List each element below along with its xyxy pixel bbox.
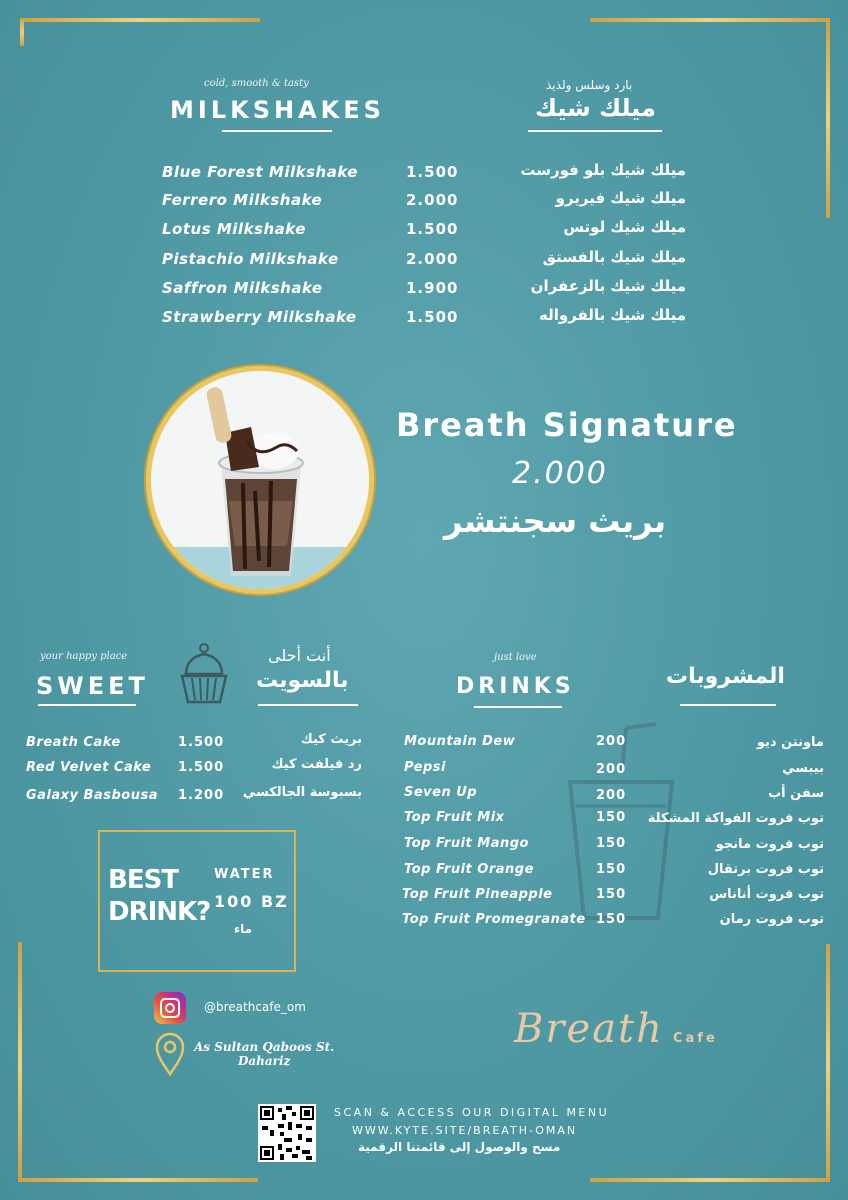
drink-price: 200	[596, 788, 627, 803]
milkshake-price: 1.500	[406, 308, 459, 326]
milkshake-name-ar: ميلك شيك بلو فورست	[520, 161, 686, 179]
milkshake-name: Blue Forest Milkshake	[162, 163, 358, 181]
sweet-price: 1.200	[178, 788, 225, 803]
sweet-name: Red Velvet Cake	[26, 760, 152, 775]
best-drink-item-ar: ماء	[234, 922, 253, 936]
qr-code[interactable]	[258, 1104, 316, 1162]
drink-price: 200	[596, 734, 627, 749]
drink-name: Top Fruit Mango	[404, 836, 529, 851]
sweet-name-ar: بريث كيك	[300, 732, 362, 747]
drink-name: Pepsi	[404, 760, 446, 775]
brand-logo-sub: Cafe	[672, 1031, 718, 1046]
frame-top-left	[20, 18, 260, 22]
frame-bottom-left	[18, 1178, 258, 1182]
drink-name-ar: توب فروت مانجو	[715, 837, 824, 852]
drink-name-ar: بيبسي	[782, 761, 824, 776]
sweet-title-ar: بالسويت	[256, 668, 349, 693]
sweet-price: 1.500	[178, 735, 225, 750]
frame-bottom-right	[590, 1178, 830, 1182]
frame-left-top	[20, 18, 24, 46]
drinks-title: DRINKS	[456, 674, 575, 699]
address	[194, 1040, 334, 1068]
milkshake-name-ar: ميلك شيك فيريرو	[555, 189, 686, 207]
sweet-title: SWEET	[36, 672, 149, 700]
milkshakes-title-ar-underline	[528, 130, 662, 132]
drink-name-ar: ماونتن ديو	[756, 735, 824, 750]
best-drink-line2: DRINK?	[108, 897, 211, 927]
frame-right-bottom	[826, 944, 830, 1182]
milkshake-name: Pistachio Milkshake	[162, 250, 339, 268]
drink-price: 150	[596, 887, 627, 902]
milkshake-price: 2.000	[406, 191, 459, 209]
drink-name: Top Fruit Pineapple	[402, 887, 553, 902]
milkshake-name-ar: ميلك شيك بالفستق	[542, 248, 686, 266]
drink-name: Top Fruit Promegranate	[402, 912, 586, 927]
digital-menu-line1: SCAN & ACCESS OUR DIGITAL MENU	[334, 1106, 610, 1119]
drink-name-ar: سفن أب	[768, 786, 824, 801]
milkshakes-title: MILKSHAKES	[170, 96, 385, 124]
milkshake-name-ar: ميلك شيك بالزعفران	[530, 277, 686, 295]
milkshake-cup-illustration	[151, 371, 369, 589]
drinks-title-ar-underline	[680, 704, 776, 706]
best-drink-item: WATER	[214, 867, 275, 882]
signature-price: 2.000	[512, 456, 608, 491]
drinks-tagline: just love	[494, 652, 537, 663]
sweet-underline	[38, 704, 136, 706]
frame-right-top	[826, 18, 830, 218]
milkshakes-underline	[222, 130, 332, 132]
drink-name-ar: توب فروت برتقال	[707, 862, 824, 877]
drink-price: 150	[596, 862, 627, 877]
best-drink-price: 100 BZ	[214, 892, 289, 911]
milkshake-price: 1.900	[406, 279, 459, 297]
drink-price: 150	[596, 836, 627, 851]
instagram-icon[interactable]	[154, 992, 186, 1024]
signature-title: Breath Signature	[396, 406, 738, 444]
drink-name-ar: توب فروت أناناس	[709, 887, 824, 902]
brand-logo	[514, 1006, 718, 1052]
sweet-price: 1.500	[178, 760, 225, 775]
drink-name-ar: توب فروت الفواكة المشكلة	[647, 811, 824, 826]
signature-title-ar: بريث سجنتشر	[444, 502, 667, 540]
frame-left-bottom	[18, 942, 22, 1182]
milkshake-price: 1.500	[406, 220, 459, 238]
instagram-handle[interactable]: @breathcafe_om	[204, 1000, 306, 1014]
milkshakes-tagline-ar: بارد وسلس ولذيذ	[546, 78, 633, 92]
sweet-name: Breath Cake	[26, 735, 121, 750]
address-line2: Dahariz	[237, 1054, 291, 1068]
milkshake-price: 2.000	[406, 250, 459, 268]
milkshake-name: Ferrero Milkshake	[162, 191, 323, 209]
milkshake-name-ar: ميلك شيك لوتس	[563, 218, 686, 236]
drink-price: 150	[596, 912, 627, 927]
sweet-name-ar: بسبوسة الجالكسي	[242, 785, 362, 800]
milkshake-price: 1.500	[406, 163, 459, 181]
sweet-name: Galaxy Basbousa	[26, 788, 158, 803]
drink-name: Mountain Dew	[404, 734, 516, 749]
drink-name: Top Fruit Mix	[404, 810, 505, 825]
digital-menu-url[interactable]: WWW.KYTE.SITE/BREATH-OMAN	[352, 1124, 578, 1137]
sweet-name-ar: رد فيلفت كيك	[271, 757, 362, 772]
brand-logo-main: Breath	[514, 1006, 664, 1052]
best-drink-question	[108, 864, 210, 928]
milkshake-name: Lotus Milkshake	[162, 220, 306, 238]
drink-name: Top Fruit Orange	[404, 862, 534, 877]
best-drink-box	[98, 830, 296, 972]
milkshakes-title-ar: ميلك شيك	[535, 94, 656, 122]
drinks-title-ar: المشروبات	[666, 664, 785, 689]
drink-price: 150	[596, 810, 627, 825]
milkshake-name-ar: ميلك شيك بالفرواله	[538, 306, 686, 324]
frame-top-right	[590, 18, 830, 22]
drink-name-ar: توب فروت رمان	[719, 912, 824, 927]
best-drink-line1: BEST	[108, 865, 179, 895]
milkshakes-tagline: cold, smooth & tasty	[204, 78, 309, 89]
drinks-underline	[474, 706, 562, 708]
cupcake-icon	[176, 642, 232, 706]
drink-name: Seven Up	[404, 785, 478, 800]
sweet-title-ar-underline	[258, 704, 358, 706]
signature-drink-photo	[146, 366, 374, 594]
sweet-tagline: your happy place	[40, 651, 128, 662]
milkshake-name: Strawberry Milkshake	[162, 308, 357, 326]
address-line1: As Sultan Qaboos St.	[194, 1040, 335, 1054]
milkshake-name: Saffron Milkshake	[162, 279, 323, 297]
sweet-tagline-ar: أنت أحلى	[268, 646, 331, 665]
digital-menu-line3-ar: مسح والوصول إلى قائمتنا الرقمية	[358, 1140, 561, 1154]
drink-price: 200	[596, 762, 627, 777]
location-pin-icon	[154, 1032, 186, 1076]
